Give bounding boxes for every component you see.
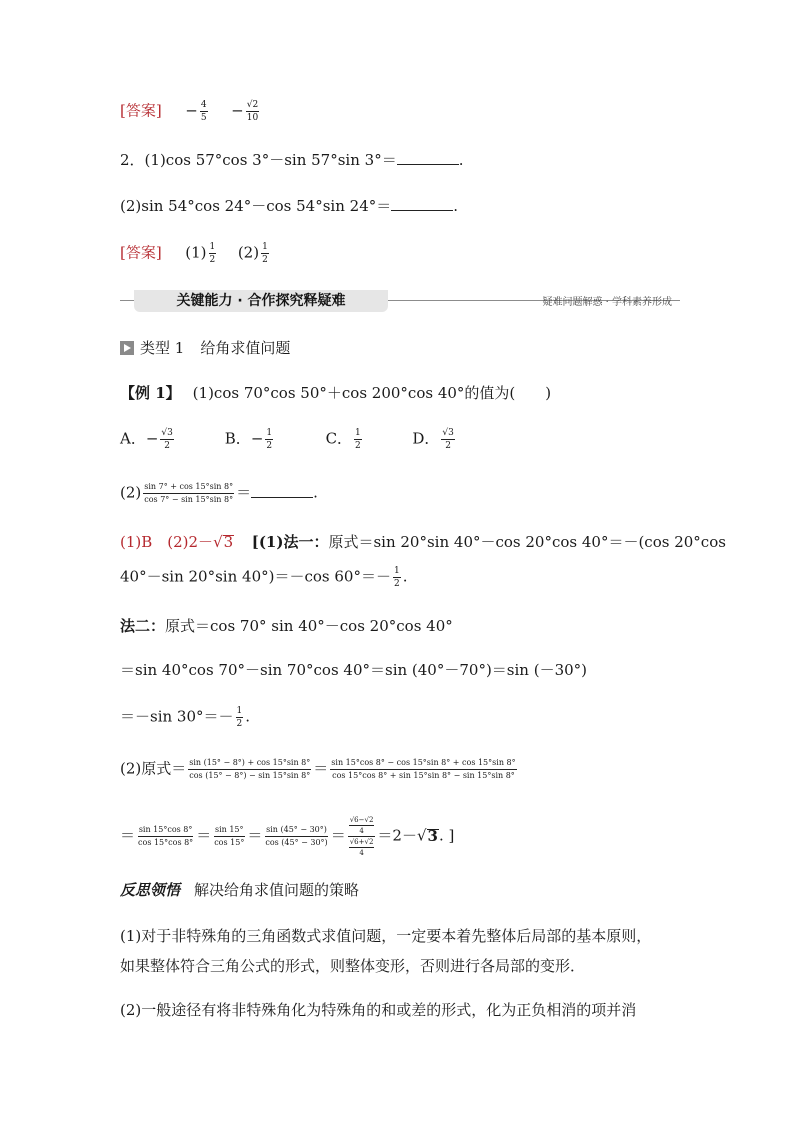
solution-line-1: (1)B (2)2－√3 [(1)法一：原式＝sin 20°sin 40°－cos 20°cos 40°＝－(cos 20°cos (120, 533, 726, 551)
example-1-stem: 【例 1】 (1)cos 70°cos 50°＋cos 200°cos 40°的值为( ) (120, 384, 552, 402)
section-banner (120, 290, 680, 312)
part-2-solution-line-2: ＝ $\frac{\sin 15^\circ\cos 8^\circ}{\cos 15^\circ\cos 8^\circ}$ ＝ $\frac{\sin 15^\circ}{\cos 15^\circ}$ ＝ $\frac{\sin (45^\circ - 30^\circ)}{\cos (45^\circ - 30^\circ)}$ ＝ $\frac{\frac{√6-√2}{4}}{\frac{√6+√2}{4}}$ ＝2－√3. ] (120, 816, 455, 857)
answer-label: [答案] (120, 243, 162, 262)
q2-answer-line: [答案] (1) $\frac{1}{2}$ (2) $\frac{1}{2}$ (120, 242, 268, 265)
answer-blank (391, 196, 453, 211)
example-label: 【例 1】 (120, 384, 181, 402)
play-triangle-icon (120, 341, 134, 355)
option-c: C． $\frac{1}{2}$ (325, 428, 361, 451)
section-title: 关键能力 · 合作探究释疑难 (134, 290, 388, 312)
option-b: B．− $\frac{1}{2}$ (224, 428, 273, 451)
reflection-p1-line-2: 如果整体符合三角公式的形式，则整体变形，否则进行各局部的变形． (120, 957, 586, 975)
option-a: A．− $\frac{√3}{2}$ (120, 428, 173, 451)
example-1-part2: (2) $\frac{\sin 7^\circ + \cos 15^\circ\sin 8^\circ}{\cos 7^\circ - \sin 15^\circ\sin 8^\circ}$ ＝ . (120, 482, 318, 504)
method-2-line-2: ＝sin 40°cos 70°－sin 70°cos 40°＝sin (40°－70°)＝sin (－30°) (120, 661, 588, 679)
method-2-line-1: 法二：原式＝cos 70° sin 40°－cos 20°cos 40° (120, 617, 453, 635)
solution-line-2: 40°－sin 20°sin 40°)＝－cos 60°＝－ $\frac{1}{2}$ . (120, 566, 408, 589)
section-subtitle: 疑难问题解惑 · 学科素养形成 (542, 297, 672, 308)
type-heading: 类型 1 给角求值问题 (120, 338, 290, 358)
option-d: D． $\frac{√3}{2}$ (412, 428, 454, 451)
question-2-part2: (2)sin 54°cos 24°－cos 54°sin 24°＝ . (120, 197, 459, 215)
reflection-p1-line-1: (1)对于非特殊角的三角函数式求值问题，一定要本着先整体后局部的基本原则， (120, 927, 652, 945)
part-2-solution-line-1: (2)原式＝ $\frac{\sin (15^\circ - 8^\circ) + \cos 15^\circ\sin 8^\circ}{\cos (15^\circ - 8^\circ) - \sin 15^\circ\sin 8^\circ}$ ＝ $\frac{\sin 15^\circ\cos 8^\circ - \cos 15^\circ\sin 8^\circ + \cos 15^\circ\sin 8^\circ}{\cos 15^\circ\cos 8^\circ + \sin 15^\circ\sin 8^\circ - \sin 15^\circ\sin 8^\circ}$ (120, 758, 516, 780)
answer-fraction: $\frac{√2}{10}$ (246, 100, 259, 123)
question-2-part1: 2．(1)cos 57°cos 3°－sin 57°sin 3°＝ . (120, 151, 464, 169)
reflection-heading: 反思领悟 解决给角求值问题的策略 (120, 881, 360, 899)
reflection-p2-line-1: (2)一般途径有将非特殊角化为特殊角的和或差的形式，化为正负相消的项并消 (120, 1001, 637, 1019)
answer-label: [答案] (120, 101, 162, 120)
answer-fraction: $\frac{4}{5}$ (200, 100, 207, 123)
method-2-line-3: ＝－sin 30°＝－ $\frac{1}{2}$ . (120, 706, 251, 729)
answer-blank (397, 150, 459, 165)
q1-answer-line: [答案] − $\frac{4}{5}$ − $\frac{√2}{10}$ (120, 100, 259, 123)
example-1-options (120, 428, 457, 451)
